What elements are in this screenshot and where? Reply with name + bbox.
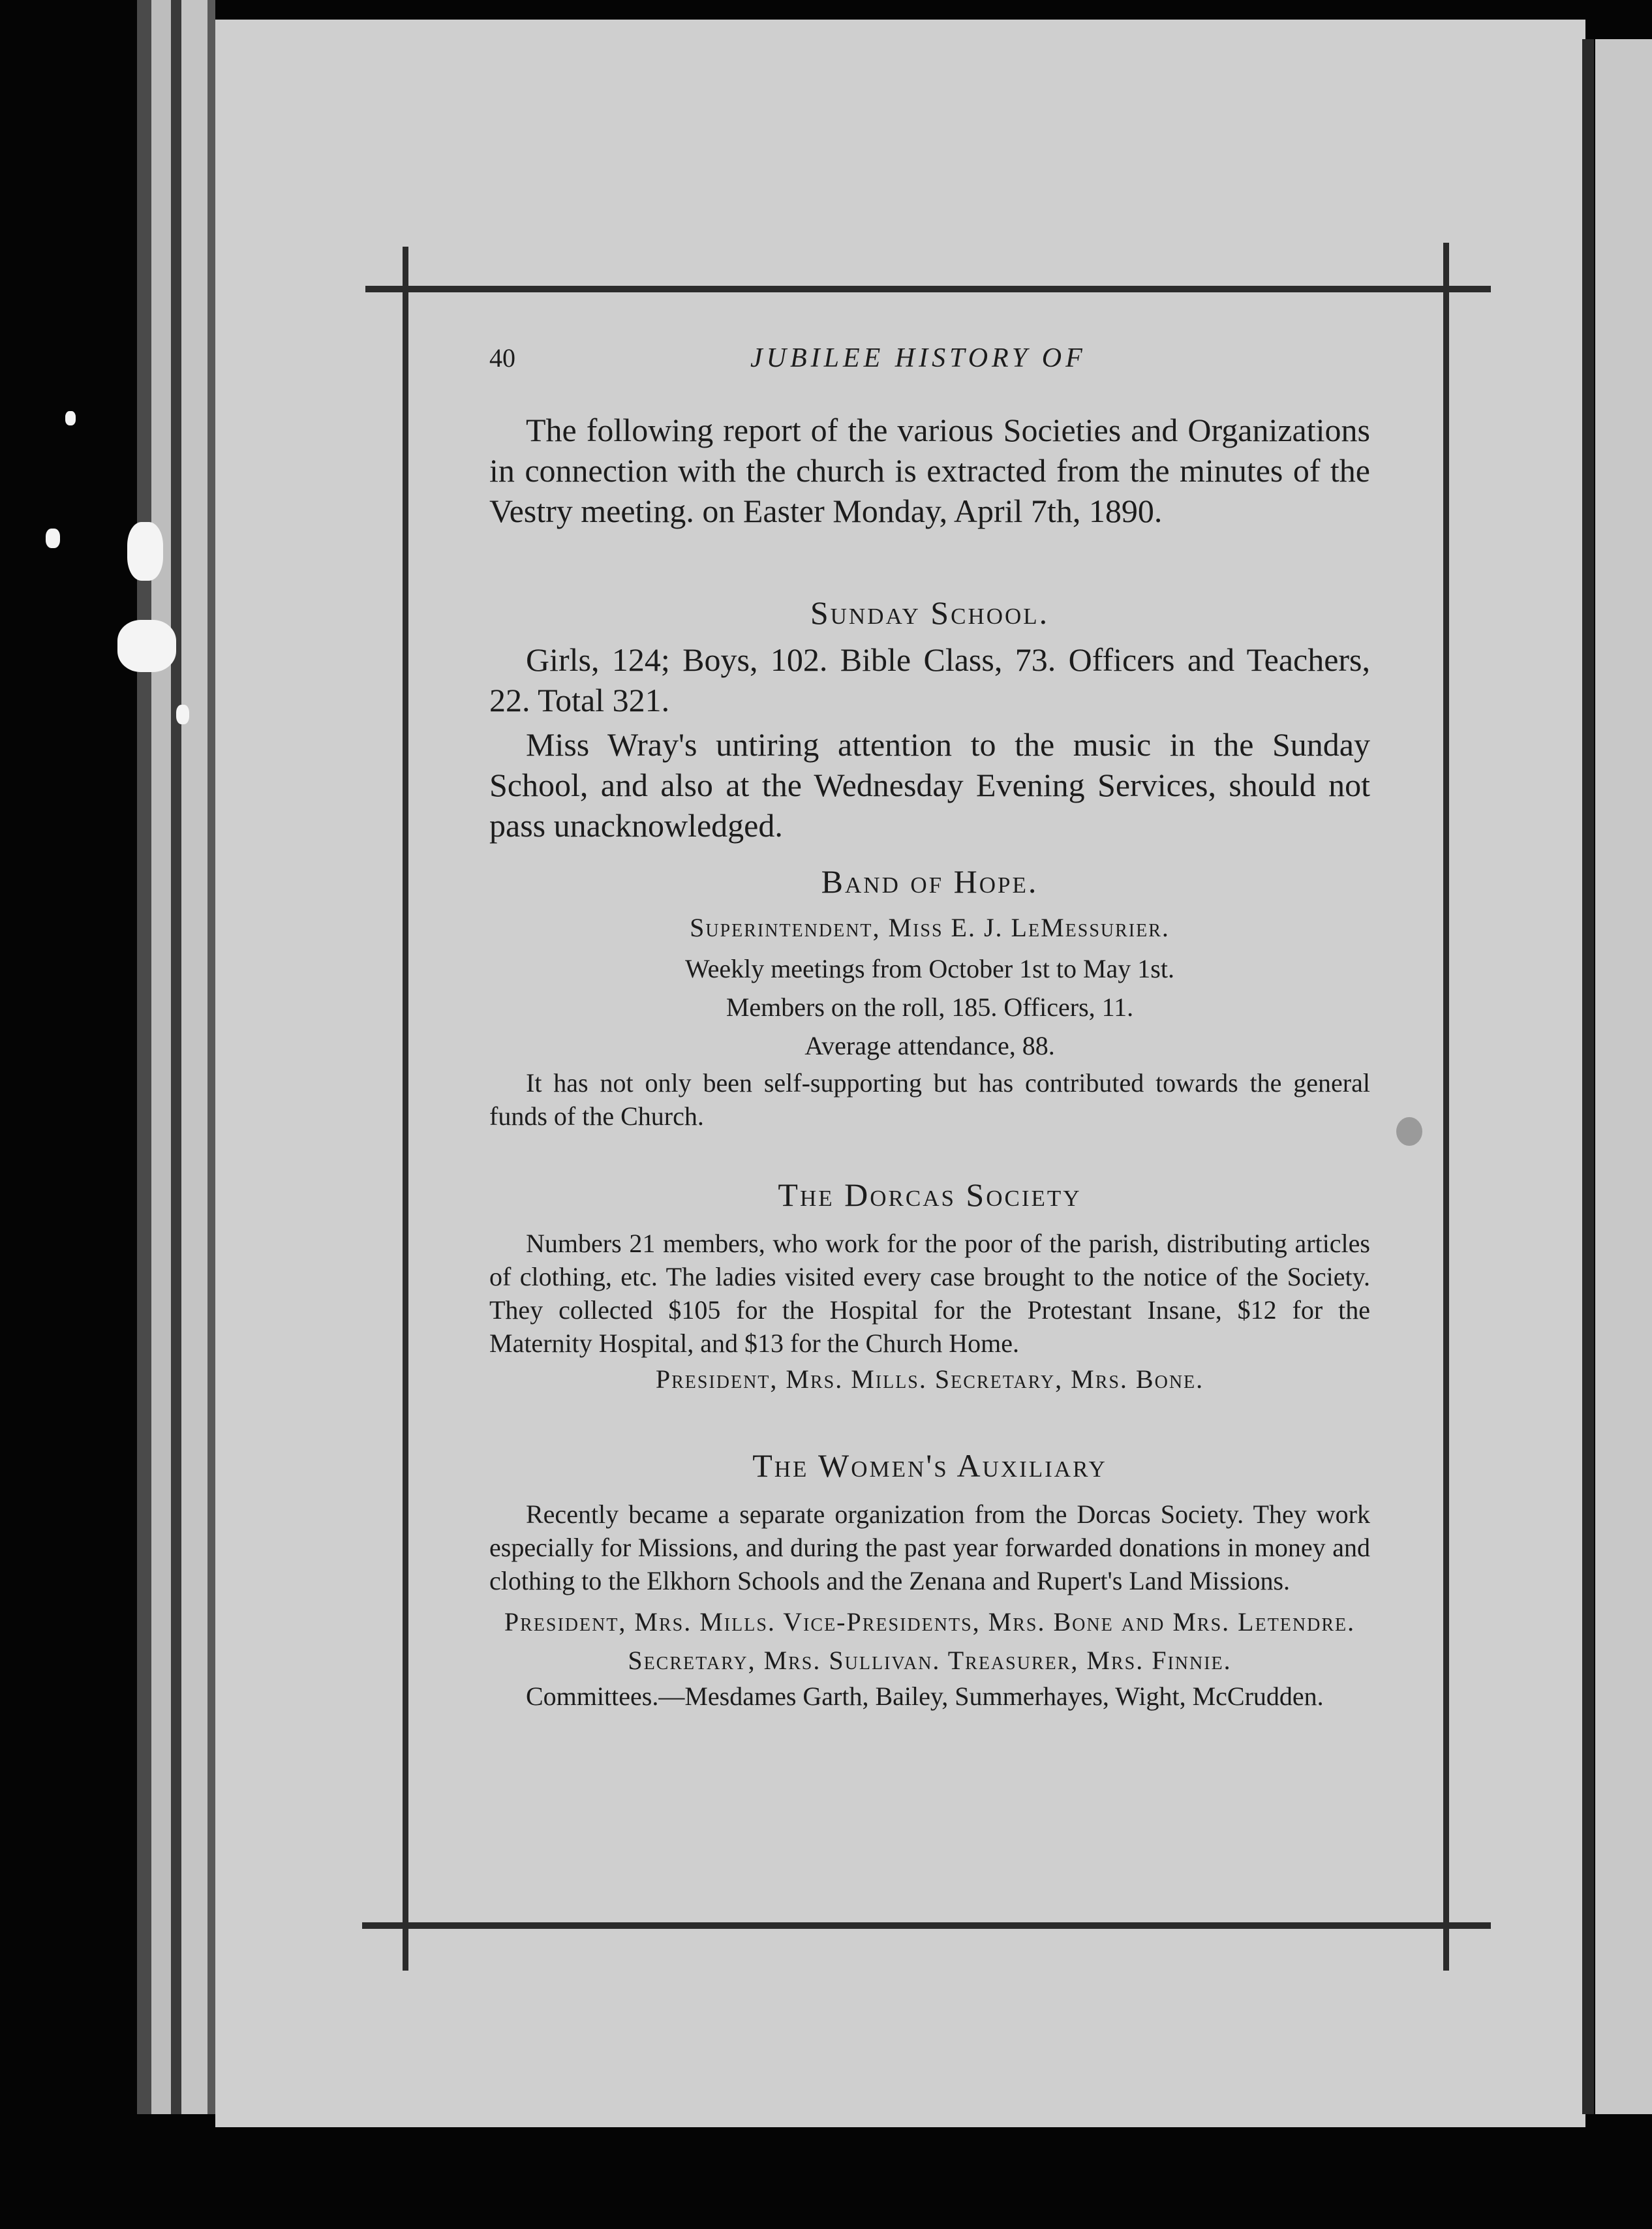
section-heading: The Women's Auxiliary bbox=[752, 1447, 1107, 1484]
paper-damage bbox=[65, 411, 76, 425]
paper-damage bbox=[176, 705, 189, 724]
auxiliary-secretary: Secretary, Mrs. Sullivan. Treasurer, Mrs. Finnie. bbox=[628, 1646, 1232, 1675]
auxiliary-presidents: President, Mrs. Mills. Vice-Presidents, Mrs. Bone and Mrs. Letendre. bbox=[504, 1607, 1356, 1637]
sunday-school-section bbox=[489, 592, 1370, 846]
section-heading: Band of Hope. bbox=[821, 863, 1039, 900]
attendance-line: Average attendance, 88. bbox=[804, 1031, 1055, 1060]
paper-damage bbox=[46, 529, 60, 548]
intro-section bbox=[489, 410, 1370, 531]
page-number: 40 bbox=[489, 343, 515, 373]
meetings-line: Weekly meetings from October 1st to May 1st. bbox=[685, 954, 1174, 983]
running-title: JUBILEE HISTORY OF bbox=[750, 343, 1086, 373]
sunday-school-note: Miss Wray's untiring attention to the music in the Sunday School, and also at the Wednesday Evening Services, should not pass unacknowledged. bbox=[489, 726, 1370, 844]
book-gutter bbox=[1582, 39, 1594, 2114]
dorcas-body: Numbers 21 members, who work for the poor of the parish, distributing articles of clothing, etc. The ladies visited every case brought to the notice of the Society. They collected $105 for the Hospital for the Protestant Insane, $12 for the Maternity Hospital, and $13 for the Church Home. bbox=[489, 1229, 1370, 1358]
paper-damage bbox=[117, 620, 176, 672]
dorcas-officers: President, Mrs. Mills. Secretary, Mrs. Bone. bbox=[655, 1364, 1204, 1394]
dorcas-section bbox=[489, 1175, 1370, 1396]
running-head bbox=[489, 343, 1370, 388]
intro-paragraph: The following report of the various Societies and Organizations in connection with the church is extracted from the minutes of the Vestry meeting. on Easter Monday, April 7th, 1890. bbox=[489, 412, 1370, 529]
superintendent-line: Superintendent, Miss E. J. LeMessurier. bbox=[690, 913, 1170, 942]
ink-smudge bbox=[1396, 1117, 1422, 1146]
paper-damage bbox=[127, 522, 163, 581]
sunday-school-stats: Girls, 124; Boys, 102. Bible Class, 73. Officers and Teachers, 22. Total 321. bbox=[489, 641, 1370, 718]
page-edge bbox=[137, 0, 151, 2114]
section-heading: The Dorcas Society bbox=[778, 1176, 1082, 1213]
frame-rule-top bbox=[365, 286, 1491, 292]
page-edge bbox=[181, 0, 207, 2114]
frame-rule-left bbox=[403, 247, 408, 1971]
auxiliary-body: Recently became a separate organization from the Dorcas Society. They work especially for Missions, and during the past year forwarded donations in money and clothing to the Elkhorn Schools and the Zenana and Rupert's Land Missions. bbox=[489, 1499, 1370, 1595]
page-edge bbox=[171, 0, 181, 2114]
facing-page bbox=[1595, 39, 1652, 2114]
womens-auxiliary-section bbox=[489, 1445, 1370, 1713]
band-of-hope-section bbox=[489, 861, 1370, 1133]
page-edge bbox=[207, 0, 215, 2114]
members-line: Members on the roll, 185. Officers, 11. bbox=[726, 992, 1134, 1022]
band-of-hope-note: It has not only been self-supporting but has contributed towards the general funds of the Church. bbox=[489, 1068, 1370, 1131]
auxiliary-committees: Committees.—Mesdames Garth, Bailey, Summerhayes, Wight, McCrudden. bbox=[526, 1682, 1324, 1711]
frame-rule-right bbox=[1443, 243, 1449, 1971]
frame-rule-bottom bbox=[362, 1922, 1491, 1929]
section-heading: Sunday School. bbox=[810, 594, 1050, 631]
page-edge bbox=[151, 0, 171, 2114]
